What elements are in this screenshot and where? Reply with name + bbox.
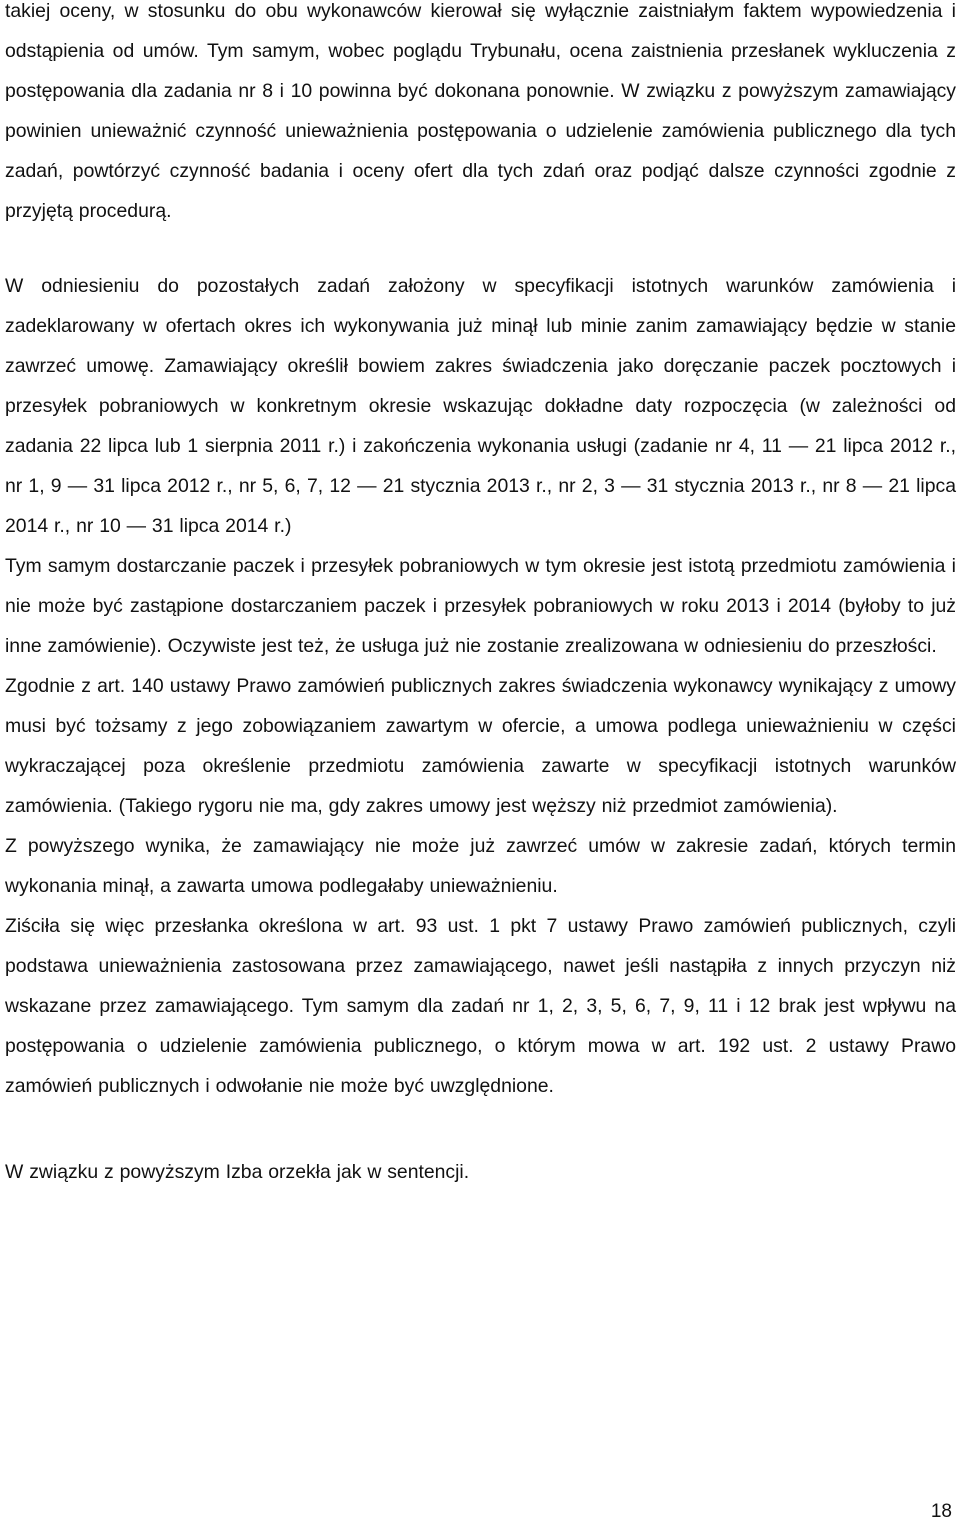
- paragraph-7: W związku z powyższym Izba orzekła jak w sentencji.: [5, 1161, 470, 1183]
- document-page: [5, 0, 956, 1192]
- paragraph-1: takiej oceny, w stosunku do obu wykonawców kierował się wyłącznie zaistniałym faktem wypowiedzenia i odstąpienia od umów. Tym samym, wobec poglądu Trybunału, ocena zaistnienia przesłanek wykluczenia z postępowania dla zadania nr 8 i 10 powinna być dokonana ponownie. W związku z powyższym zamawiający powinien unieważnić czynność unieważnienia postępowania o udzielenie zamówienia publicznego dla tych zadań, powtórzyć czynność badania i oceny ofert dla tych zdań oraz podjąć dalsze czynności zgodnie z przyjętą procedurą.: [5, 0, 956, 222]
- paragraph-4: Zgodnie z art. 140 ustawy Prawo zamówień publicznych zakres świadczenia wykonawcy wynikający z umowy musi być tożsamy z jego zobowiązaniem zawartym w ofercie, a umowa podlega unieważnieniu w części wykraczającej poza określenie przedmiotu zamówienia zawarte w specyfikacji istotnych warunków zamówienia. (Takiego rygoru nie ma, gdy zakres umowy jest węższy niż przedmiot zamówienia).: [5, 675, 956, 817]
- paragraph-2: W odniesieniu do pozostałych zadań założony w specyfikacji istotnych warunków zamówienia i zadeklarowany w ofertach okres ich wykonywania już minął lub minie zanim zamawiający będzie w stanie zawrzeć umowę. Zamawiający określił bowiem zakres świadczenia jako doręczanie paczek pocztowych i przesyłek pobraniowych w konkretnym okresie wskazując dokładne daty rozpoczęcia (w zależności od zadania 22 lipca lub 1 sierpnia 2011 r.) i zakończenia wykonania usługi (zadanie nr 4, 11 — 21 lipca 2012 r., nr 1, 9 — 31 lipca 2012 r., nr 5, 6, 7, 12 — 21 stycznia 2013 r., nr 2, 3 — 31 stycznia 2013 r., nr 8 — 21 lipca 2014 r., nr 10 — 31 lipca 2014 r.): [5, 275, 956, 537]
- page-number: 18: [930, 1501, 952, 1522]
- paragraph-5: Z powyższego wynika, że zamawiający nie może już zawrzeć umów w zakresie zadań, których termin wykonania minął, a zawarta umowa podlegałaby unieważnieniu.: [5, 835, 956, 897]
- paragraph-3: Tym samym dostarczanie paczek i przesyłek pobraniowych w tym okresie jest istotą przedmiotu zamówienia i nie może być zastąpione dostarczaniem paczek i przesyłek pobraniowych w roku 2013 i 2014 (byłoby to już inne zamówienie). Oczywiste jest też, że usługa już nie zostanie zrealizowana w odniesieniu do przeszłości.: [5, 555, 956, 657]
- paragraph-6: Ziściła się więc przesłanka określona w art. 93 ust. 1 pkt 7 ustawy Prawo zamówień publicznych, czyli podstawa unieważnienia zastosowana przez zamawiającego, nawet jeśli nastąpiła z innych przyczyn niż wskazane przez zamawiającego. Tym samym dla zadań nr 1, 2, 3, 5, 6, 7, 9, 11 i 12 brak jest wpływu na postępowania o udzielenie zamówienia publicznego, o którym mowa w art. 192 ust. 2 ustawy Prawo zamówień publicznych i odwołanie nie może być uwzględnione.: [5, 915, 956, 1097]
